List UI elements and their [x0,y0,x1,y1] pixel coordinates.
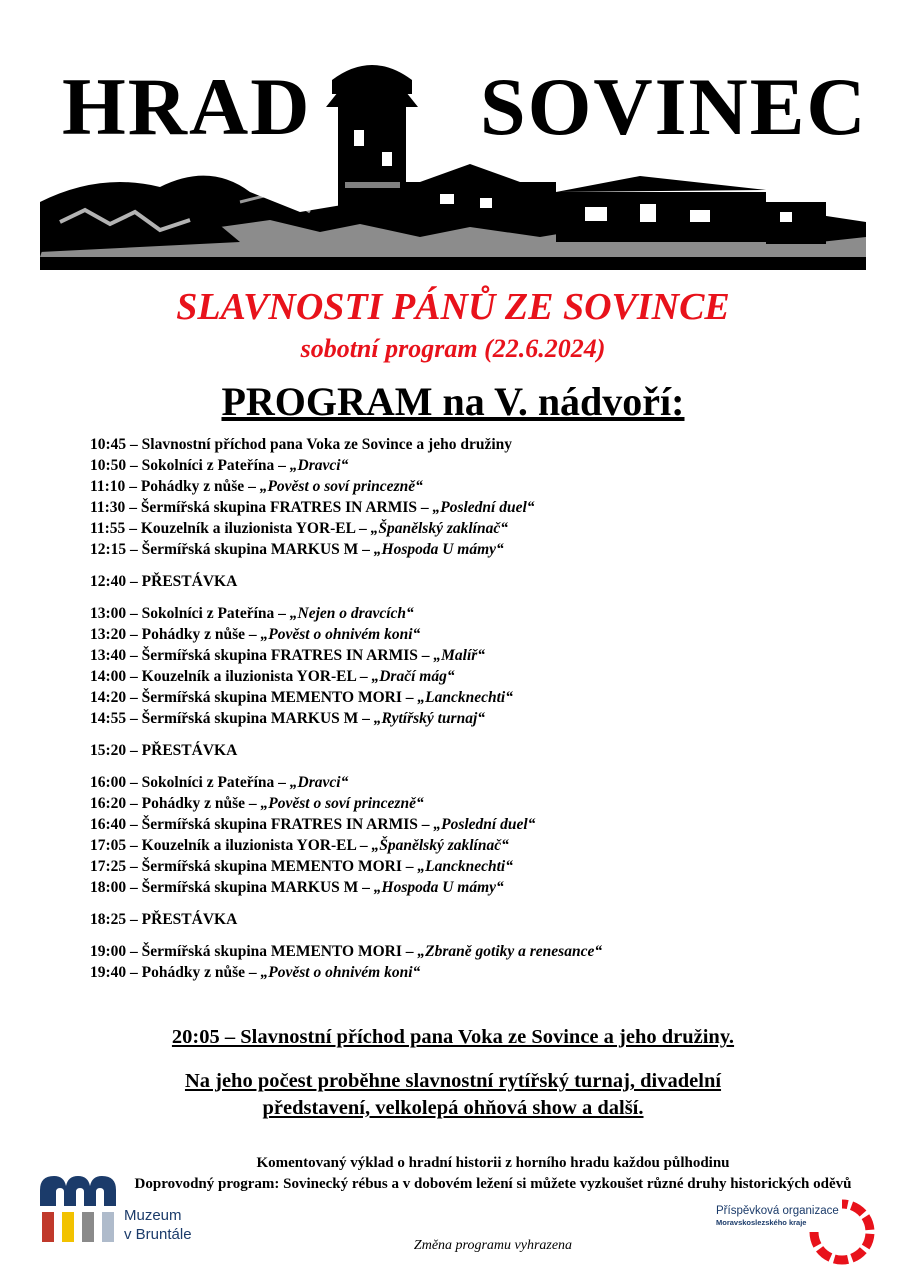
schedule-act: Šermířská skupina MEMENTO MORI [141,689,402,706]
schedule-row: 18:25 – PŘESTÁVKA [90,911,238,928]
schedule-act: Sokolníci z Pateřína [141,457,275,474]
change-notice: Změna programu vyhrazena [413,1238,573,1253]
schedule-row: 11:10 – Pohádky z nůše – „Pověst o soví princezně“ [90,478,423,495]
schedule-time: 13:00 [90,605,127,622]
schedule-row: 12:15 – Šermířská skupina MARKUS M – „Hospoda U mámy“ [90,541,504,558]
finale-description-line2: představení, velkolepá ohňová show a další. [262,1097,644,1119]
schedule-row: 11:55 – Kouzelník a iluzionista YOR-EL – „Španělský zaklínač“ [90,520,508,537]
schedule-row: 16:40 – Šermířská skupina FRATRES IN ARMIS – „Poslední duel“ [90,816,536,833]
accompanying-program-info: Doprovodný program: Sovinecký rébus a v dobovém ležení si můžete vyzkoušet různé druhy historických oděvů [134,1176,852,1192]
schedule-act: Pohádky z nůše [141,964,246,981]
organization-type: Příspěvková organizace [716,1205,839,1217]
schedule-show-title: „Poslední duel“ [432,499,535,516]
schedule-time: 18:25 [90,911,127,928]
schedule-row: 13:20 – Pohádky z nůše – „Pověst o ohnivém koni“ [90,626,421,643]
schedule-time: 11:55 [90,520,126,537]
museum-location: v Bruntále [124,1226,192,1243]
schedule-row: 10:50 – Sokolníci z Pateřína – „Dravci“ [90,457,349,474]
schedule-time: 16:40 [90,816,127,833]
schedule-show-title: „Pověst o soví princezně“ [259,478,423,495]
schedule-time: 10:45 [90,436,127,453]
schedule-time: 17:25 [90,858,127,875]
schedule-act: Šermířská skupina FRATRES IN ARMIS [140,499,417,516]
schedule-show-title: „Pověst o ohnivém koni“ [260,626,421,643]
schedule-row: 16:20 – Pohádky z nůše – „Pověst o soví princezně“ [90,795,424,812]
schedule-row: 14:20 – Šermířská skupina MEMENTO MORI – „Lancknechti“ [90,689,513,706]
schedule-show-title: „Rytířský turnaj“ [373,710,486,727]
schedule-time: 14:20 [90,689,127,706]
schedule-row: 14:55 – Šermířská skupina MARKUS M – „Rytířský turnaj“ [90,710,486,727]
title-sovinec: SOVINEC [480,61,868,152]
museum-logo-icon [38,1172,118,1244]
schedule-row: 19:00 – Šermířská skupina MEMENTO MORI – „Zbraně gotiky a renesance“ [90,943,603,960]
museum-name: Muzeum [124,1207,182,1224]
schedule-show-title: „Dravci“ [289,774,349,791]
schedule-act: Šermířská skupina FRATRES IN ARMIS [141,816,418,833]
schedule-time: 11:10 [90,478,126,495]
schedule-act: Kouzelník a iluzionista YOR-EL [141,668,356,685]
schedule-show-title: „Španělský zaklínač“ [371,837,509,854]
schedule-row: 16:00 – Sokolníci z Pateřína – „Dravci“ [90,774,349,791]
schedule-time: 14:00 [90,668,127,685]
schedule-act: PŘESTÁVKA [141,742,238,759]
schedule-row: 15:20 – PŘESTÁVKA [90,742,238,759]
title-hrad: HRAD [62,61,312,152]
schedule-time: 18:00 [90,879,127,896]
schedule-act: Kouzelník a iluzionista YOR-EL [140,520,356,537]
schedule-act: PŘESTÁVKA [141,573,238,590]
schedule-time: 14:55 [90,710,127,727]
museum-logo-text [124,1206,192,1244]
schedule-time: 12:15 [90,541,127,558]
schedule-show-title: „Dravci“ [289,457,349,474]
schedule-act: Šermířská skupina MARKUS M [141,541,359,558]
guided-tour-info: Komentovaný výklad o hradní historii z horního hradu každou půlhodinu [256,1155,730,1171]
finale-line: 20:05 – Slavnostní příchod pana Voka ze Sovince a jeho družiny. [171,1026,735,1048]
finale-description-line1: Na jeho počest proběhne slavnostní rytířský turnaj, divadelní [184,1070,722,1092]
schedule-show-title: „Nejen o dravcích“ [289,605,414,622]
schedule-show-title: „Dračí mág“ [371,668,455,685]
schedule-show-title: „Hospoda U mámy“ [373,879,504,896]
schedule-act: Šermířská skupina MEMENTO MORI [141,943,402,960]
schedule-act: Pohádky z nůše [141,795,246,812]
schedule-act: Pohádky z nůše [140,478,245,495]
schedule-row: 13:40 – Šermířská skupina FRATRES IN ARMIS – „Malíř“ [90,647,486,664]
schedule-show-title: „Poslední duel“ [433,816,536,833]
schedule-act: Šermířská skupina MEMENTO MORI [141,858,402,875]
schedule-show-title: „Pověst o ohnivém koni“ [260,964,421,981]
schedule-show-title: „Malíř“ [433,647,486,664]
schedule-time: 16:20 [90,795,127,812]
schedule-act: Sokolníci z Pateřína [141,605,275,622]
schedule-time: 16:00 [90,774,127,791]
schedule-row: 14:00 – Kouzelník a iluzionista YOR-EL – „Dračí mág“ [90,668,455,685]
program-heading: PROGRAM na V. nádvoří: [221,379,685,424]
schedule-row: 19:40 – Pohádky z nůše – „Pověst o ohnivém koni“ [90,964,421,981]
schedule-show-title: „Lancknechti“ [417,689,513,706]
schedule-time: 13:40 [90,647,127,664]
finale-description [0,1068,906,1122]
schedule-act: Slavnostní příchod pana Voka ze Sovince a jeho družiny [141,436,513,453]
schedule-show-title: „Pověst o soví princezně“ [260,795,424,812]
schedule-time: 11:30 [90,499,126,516]
schedule-act: Šermířská skupina MARKUS M [141,710,359,727]
schedule-row: 13:00 – Sokolníci z Pateřína – „Nejen o dravcích“ [90,605,414,622]
schedule-show-title: „Lancknechti“ [417,858,513,875]
schedule-show-title: „Zbraně gotiky a renesance“ [417,943,603,960]
schedule-time: 12:40 [90,573,127,590]
schedule-time: 19:00 [90,943,127,960]
schedule-show-title: „Hospoda U mámy“ [373,541,504,558]
schedule-row: 18:00 – Šermířská skupina MARKUS M – „Hospoda U mámy“ [90,879,504,896]
schedule-list [90,434,870,983]
schedule-show-title: „Španělský zaklínač“ [370,520,508,537]
festival-title: SLAVNOSTI PÁNŮ ZE SOVINCE [176,286,730,328]
organization-region: Moravskoslezského kraje [716,1218,807,1227]
schedule-row: 17:25 – Šermířská skupina MEMENTO MORI – „Lancknechti“ [90,858,513,875]
festival-subtitle: sobotní program (22.6.2024) [300,334,606,363]
schedule-time: 15:20 [90,742,127,759]
schedule-row: 12:40 – PŘESTÁVKA [90,573,238,590]
schedule-act: Šermířská skupina FRATRES IN ARMIS [141,647,418,664]
schedule-time: 10:50 [90,457,127,474]
schedule-time: 19:40 [90,964,127,981]
schedule-act: Pohádky z nůše [141,626,246,643]
schedule-act: Šermířská skupina MARKUS M [141,879,359,896]
organization-logo-icon [808,1198,876,1266]
schedule-row: 10:45 – Slavnostní příchod pana Voka ze Sovince a jeho družiny [90,436,513,453]
schedule-row: 11:30 – Šermířská skupina FRATRES IN ARMIS – „Poslední duel“ [90,499,535,516]
schedule-row: 17:05 – Kouzelník a iluzionista YOR-EL – „Španělský zaklínač“ [90,837,509,854]
schedule-act: Kouzelník a iluzionista YOR-EL [141,837,356,854]
schedule-act: Sokolníci z Pateřína [141,774,275,791]
schedule-act: PŘESTÁVKA [141,911,238,928]
schedule-time: 13:20 [90,626,127,643]
schedule-time: 17:05 [90,837,127,854]
